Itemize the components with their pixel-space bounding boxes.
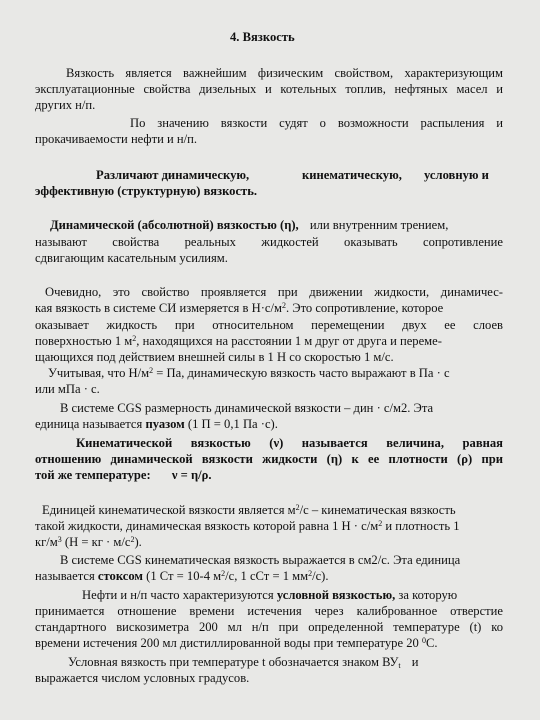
paragraph-line	[48, 366, 450, 380]
paragraph-line: других н/п.	[35, 98, 96, 112]
paragraph-line: Кинематической вязкостью (ν) называется величина, равная	[76, 436, 503, 450]
text-span: , находящихся на расстоянии 1 м друг от друга и переме-	[136, 334, 442, 348]
paragraph-line: В системе CGS размерность динамической вязкости – дин · с/м2. Эта	[60, 401, 434, 415]
paragraph-line	[35, 417, 278, 431]
text-span: единица называется	[35, 417, 146, 431]
text-span: ).	[134, 535, 142, 549]
text-span: такой жидкости, динамическая вязкость которой равна 1 Н · с/м	[35, 519, 379, 533]
paragraph-line: эксплуатационные свойства дизельных и котельных топлив, нефтяных масел и	[35, 82, 503, 96]
text-span: Учитывая, что Н/м	[48, 366, 150, 380]
text-span: . Это сопротивление, которое	[285, 301, 444, 315]
superscript: 3	[57, 535, 62, 544]
bold-term: пуазом	[145, 417, 185, 431]
superscript: 2	[221, 569, 226, 578]
superscript: 2	[281, 301, 286, 310]
paragraph-line	[68, 655, 419, 669]
paragraph-line: принимается отношение времени истечения через калиброванное отверстие	[35, 604, 503, 618]
text-span: (1 П = 0,1 Па ·с).	[184, 417, 278, 431]
text-span: кг/м	[35, 535, 58, 549]
paragraph-line	[35, 535, 142, 549]
paragraph-line	[42, 503, 456, 517]
paragraph-line: прокачиваемости нефти и н/п.	[35, 132, 197, 146]
paragraph-line: Очевидно, это свойство проявляется при движении жидкости, динамичес-	[45, 285, 503, 299]
text-span: (Н = кг · м/с	[61, 535, 131, 549]
text-span: и плотность 1	[382, 519, 460, 533]
text-span: кая вязкость в системе СИ измеряется в Н·с/м	[35, 301, 282, 315]
paragraph-line	[35, 569, 329, 583]
superscript: 0	[421, 636, 426, 645]
paragraph-line: эффективную (структурную) вязкость.	[35, 184, 258, 198]
text-span: /с).	[312, 569, 329, 583]
text-span: времени истечения 200 мл дистиллированной воды при температуре 20	[35, 636, 422, 650]
superscript: 2	[378, 519, 383, 528]
bold-term: стоксом	[97, 569, 143, 583]
text-span: поверхностью 1 м	[35, 334, 133, 348]
paragraph-line: условную и	[424, 168, 489, 182]
text-span: (1 Ст = 10-4 м	[143, 569, 222, 583]
paragraph-line: отношению динамической вязкости жидкости (η) к ее плотности (ρ) при	[35, 452, 503, 466]
paragraph-line: Вязкость является важнейшим физическим свойством, характеризующим	[66, 66, 503, 80]
subscript: t	[398, 661, 401, 670]
paragraph-line: оказывает жидкость при относительном перемещении двух ее слоев	[35, 318, 503, 332]
text-span: /с, 1 сСт = 1 мм	[225, 569, 309, 583]
paragraph-line	[82, 588, 457, 602]
formula: ν = η/ρ.	[171, 468, 212, 482]
superscript: 2	[149, 366, 154, 375]
text-span: или внутренним трением,	[309, 218, 449, 232]
paragraph-line: По значению вязкости судят о возможности распыления и	[130, 116, 503, 130]
paragraph-line	[35, 519, 460, 533]
paragraph-line	[50, 218, 448, 232]
paragraph-line	[35, 301, 443, 315]
superscript: 2	[132, 334, 137, 343]
superscript: 2	[295, 503, 300, 512]
page-title: 4. Вязкость	[230, 30, 295, 44]
text-span: той же температуре:	[35, 468, 151, 482]
paragraph-line: стандартного вискозиметра 200 мл н/п при определенной температуре (t) ко	[35, 620, 503, 634]
paragraph-line: кинематическую,	[302, 168, 402, 182]
text-span: Единицей кинематической вязкости является м	[42, 503, 296, 517]
paragraph-line: сдвигающим касательным усилиям.	[35, 251, 228, 265]
paragraph-line: щающихся под действием внешней силы в 1 Н со скоростью 1 м/с.	[35, 350, 394, 364]
paragraph-line: В системе CGS кинематическая вязкость выражается в см2/с. Эта единица	[60, 553, 461, 567]
paragraph-line	[35, 468, 212, 482]
text-span: С.	[425, 636, 438, 650]
bold-term: Динамической (абсолютной) вязкостью (η),	[50, 218, 299, 232]
superscript: 2	[308, 569, 313, 578]
bold-term: условной вязкостью,	[276, 588, 396, 602]
text-span: Нефти и н/п часто характеризуются	[82, 588, 277, 602]
text-span: /с – кинематическая вязкость	[299, 503, 456, 517]
superscript: 2	[130, 535, 135, 544]
text-span: называется	[35, 569, 98, 583]
paragraph-line: называют свойства реальных жидкостей оказывать сопротивление	[35, 235, 503, 249]
text-span: Условная вязкость при температуре t обозначается знаком ВУ	[68, 655, 399, 669]
paragraph-line: выражается числом условных градусов.	[35, 671, 250, 685]
text-span: за которую	[395, 588, 458, 602]
paragraph-line	[35, 636, 438, 650]
paragraph-line: Различают динамическую,	[96, 168, 250, 182]
text-span: = Па, динамическую вязкость часто выражают в Па · с	[153, 366, 450, 380]
paragraph-line	[35, 334, 442, 348]
paragraph-line: или мПа · с.	[35, 382, 100, 396]
text-span: и	[408, 655, 419, 669]
